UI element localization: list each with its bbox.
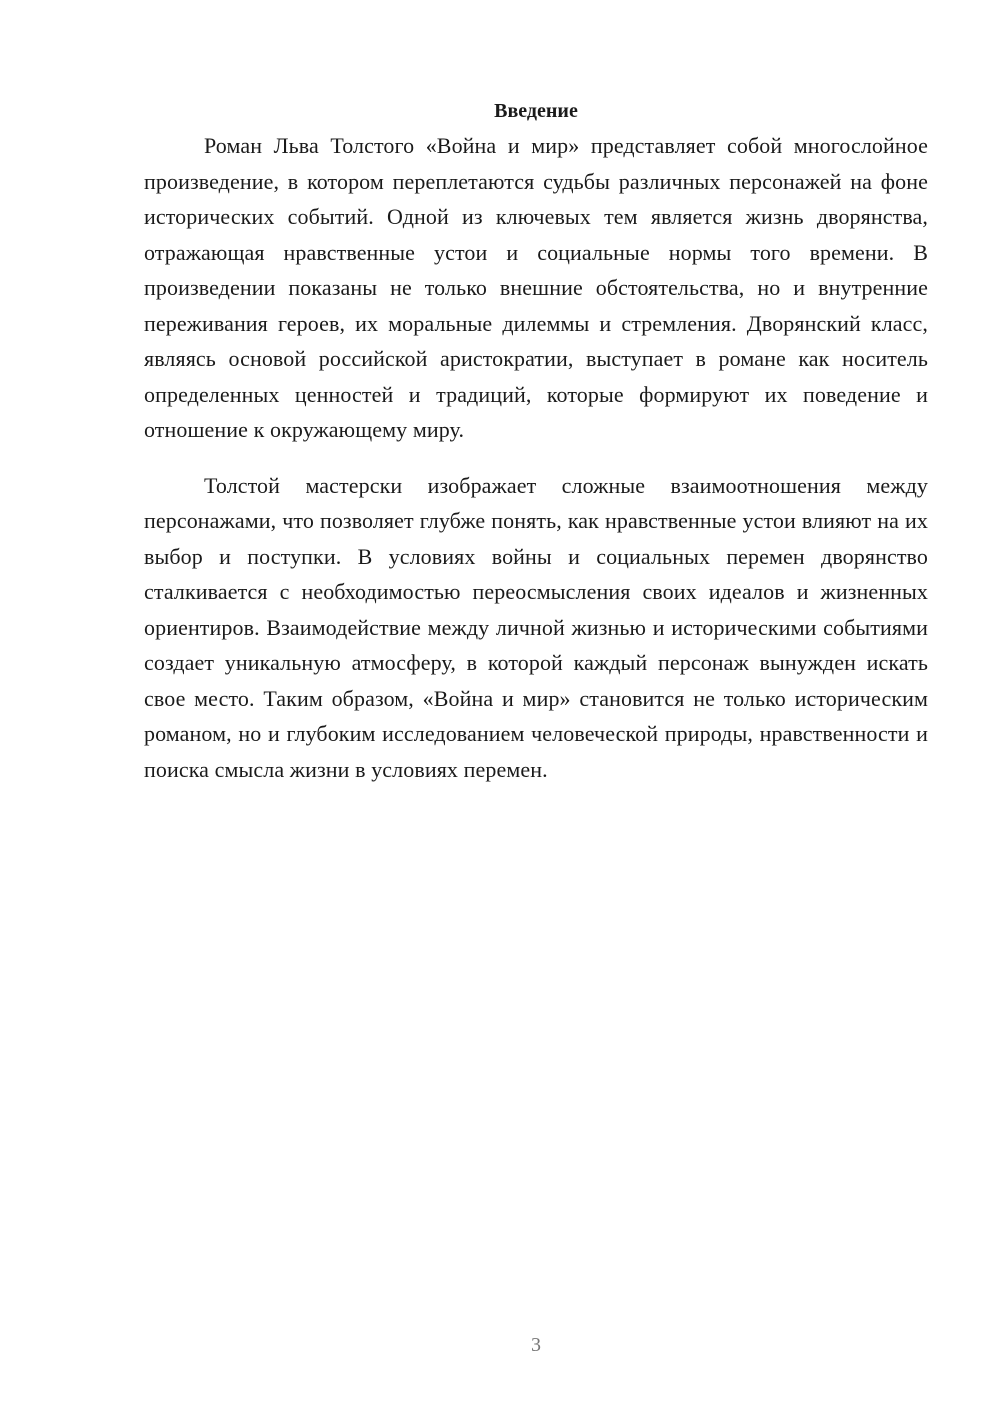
page-content	[144, 96, 928, 787]
page-number: 3	[531, 1334, 541, 1356]
paragraph-1: Роман Льва Толстого «Война и мир» представляет собой многослойное произведение, в котором переплетаются судьбы различных персонажей на фоне исторических событий. Одной из ключевых тем является жизнь дворянства, отражающая нравственные устои и социальные нормы того времени. В произведении показаны не только внешние обстоятельства, но и внутренние переживания героев, их моральные дилеммы и стремления. Дворянский класс, являясь основой российской аристократии, выступает в романе как носитель определенных ценностей и традиций, которые формируют их поведение и отношение к окружающему миру.	[144, 133, 928, 442]
page-title: Введение	[494, 100, 578, 122]
paragraph-2: Толстой мастерски изображает сложные взаимоотношения между персонажами, что позволяет глубже понять, как нравственные устои влияют на их выбор и поступки. В условиях войны и социальных перемен дворянство сталкивается с необходимостью переосмысления своих идеалов и жизненных ориентиров. Взаимодействие между личной жизнью и историческими событиями создает уникальную атмосферу, в которой каждый персонаж вынужден искать свое место. Таким образом, «Война и мир» становится не только историческим романом, но и глубоким исследованием человеческой природы, нравственности и поиска смысла жизни в условиях перемен.	[144, 472, 928, 782]
